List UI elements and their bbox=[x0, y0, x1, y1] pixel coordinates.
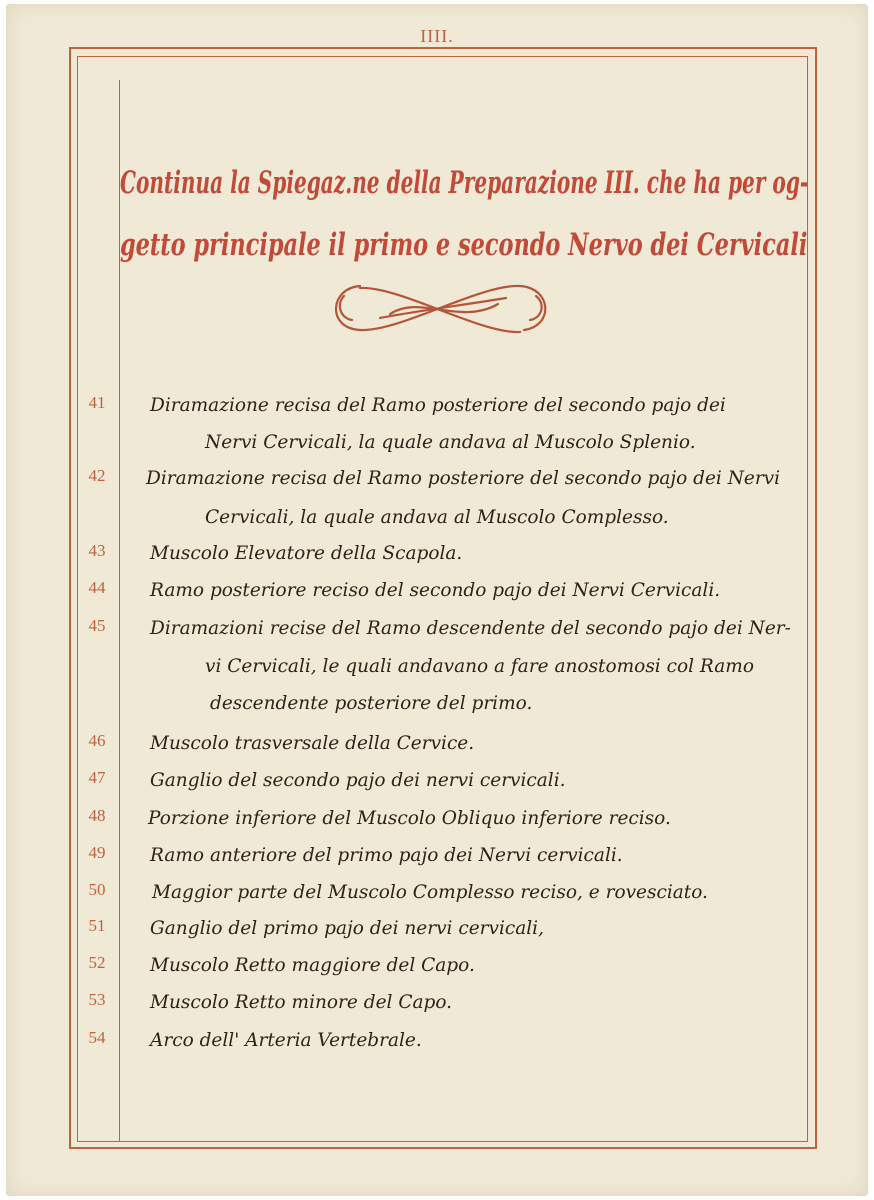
entry-text-line: Porzione inferiore del Muscolo Obliquo inferiore reciso. bbox=[148, 808, 671, 829]
entry-text-line: Muscolo Retto minore del Capo. bbox=[150, 992, 453, 1013]
entry-number: 42 bbox=[88, 466, 106, 485]
title-line-2: getto principale il primo e secondo Nervo dei Cervicali bbox=[120, 227, 808, 263]
entry-number: 49 bbox=[88, 843, 106, 862]
entry-text-line: Diramazione recisa del Ramo posteriore del secondo pajo dei Nervi bbox=[146, 468, 781, 489]
title-line-1: Continua la Spiegaz.ne della Preparazione III. che ha per og- bbox=[120, 165, 809, 201]
entry-number: 46 bbox=[88, 731, 106, 750]
entry-text-line: Ganglio del secondo pajo dei nervi cervicali. bbox=[150, 770, 566, 791]
entry-text-line: Ramo anteriore del primo pajo dei Nervi cervicali. bbox=[150, 845, 623, 866]
calligraphic-flourish-icon bbox=[320, 274, 560, 344]
entry-number: 50 bbox=[88, 880, 106, 899]
entry-text-line: Maggior parte del Muscolo Complesso reciso, e rovesciato. bbox=[152, 882, 708, 903]
entry-text-line: vi Cervicali, le quali andavano a fare anostomosi col Ramo bbox=[205, 656, 754, 677]
entry-text-line: Muscolo trasversale della Cervice. bbox=[150, 733, 475, 754]
entry-number: 51 bbox=[88, 916, 106, 935]
entry-number: 45 bbox=[88, 616, 106, 635]
entry-text-line: descendente posteriore del primo. bbox=[210, 693, 533, 714]
entry-number: 44 bbox=[88, 578, 106, 597]
entry-number: 41 bbox=[88, 393, 106, 412]
entry-number: 43 bbox=[88, 541, 106, 560]
page-title bbox=[120, 152, 810, 276]
entry-text-line: Arco dell' Arteria Vertebrale. bbox=[150, 1030, 422, 1051]
entry-number: 54 bbox=[88, 1028, 106, 1047]
entry-text-line: Nervi Cervicali, la quale andava al Muscolo Splenio. bbox=[205, 432, 696, 453]
entry-number: 47 bbox=[88, 768, 106, 787]
entry-text-line: Ganglio del primo pajo dei nervi cervicali, bbox=[150, 918, 544, 939]
page-number: IIII. bbox=[420, 26, 454, 46]
entry-text-line: Diramazioni recise del Ramo descendente del secondo pajo dei Ner- bbox=[150, 618, 791, 639]
entry-number: 48 bbox=[88, 806, 106, 825]
entry-number: 52 bbox=[88, 953, 106, 972]
entry-text-line: Muscolo Elevatore della Scapola. bbox=[150, 543, 463, 564]
entry-number: 53 bbox=[88, 990, 106, 1009]
entry-text-line: Diramazione recisa del Ramo posteriore del secondo pajo dei bbox=[150, 395, 726, 416]
entry-text-line: Muscolo Retto maggiore del Capo. bbox=[150, 955, 475, 976]
entry-text-line: Cervicali, la quale andava al Muscolo Complesso. bbox=[205, 507, 669, 528]
entry-text-line: Ramo posteriore reciso del secondo pajo dei Nervi Cervicali. bbox=[150, 580, 721, 601]
